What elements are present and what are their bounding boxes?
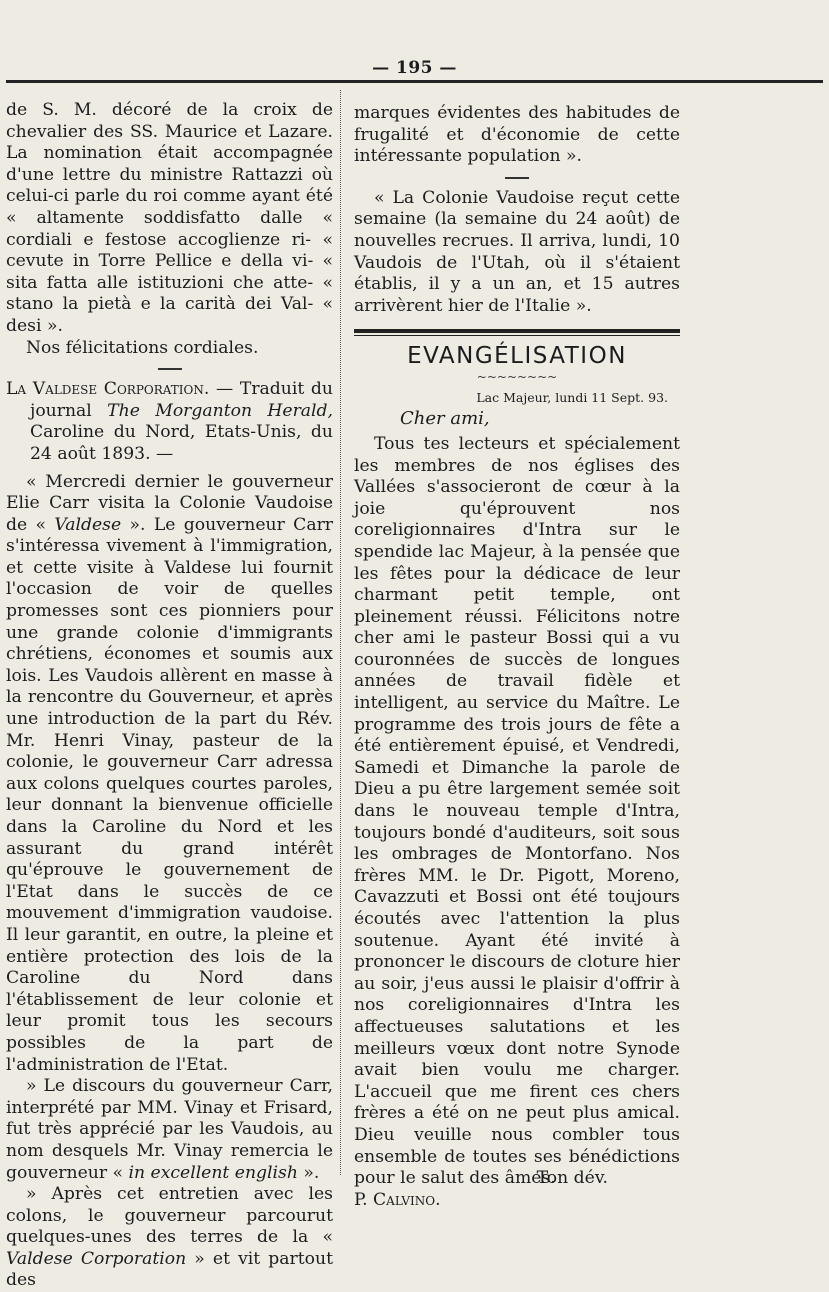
separator-rule xyxy=(505,177,529,179)
article-heading xyxy=(6,379,333,465)
paragraph-tour: » Après cet entretien avec les colons, le gouverneur parcourut quelques-unes des terres de la « Valdese Corporation » et vit partout des xyxy=(6,1184,333,1291)
paragraph-felicitations: Nos félicitations cordiales. xyxy=(26,337,259,358)
article-title: La Valdese Corporation. xyxy=(6,379,210,400)
column-divider xyxy=(340,90,341,1175)
letter-dateline: Lac Majeur, lundi 11 Sept. 93. xyxy=(476,389,668,405)
paragraph-governor-visit: « Mercredi dernier le gouverneur Elie Carr visita la Colonie Vaudoise de « Valdese ». Le gouverneur Carr s'intéressa vivement à l'immigration, et cette visite à Valdese lui fournit l'occasion de voir de quelles promesses sont ces pionniers pour une grande colonie d'immigrants chrétiens, économes et soumis aux lois. Les Vaudois allèrent en masse à la rencontre du Gouverneur, et après une introduction de la part du Rév. Mr. Henri Vinay, pasteur de la colonie, le gouverneur Carr adressa aux colons quelques courtes paroles, leur donnant la bienvenue officielle dans la Caroline du Nord et les assurant du grand intérêt qu'éprouve le gouvernement de l'Etat dans le succès de ce mouvement d'immigration vaudoise. Il leur garantit, en outre, la pleine et entière protection des lois de la Caroline du Nord dans l'établissement de leur colonie et leur promit tous les secours possibles de la part de l'administration de l'Etat. xyxy=(6,471,333,1075)
left-column xyxy=(6,100,333,1292)
journal-name: The Morganton Herald, xyxy=(107,400,333,421)
right-column xyxy=(354,103,680,1211)
page-number: — 195 — xyxy=(372,58,457,78)
ornament-divider: ~~~~~~~~ xyxy=(476,369,558,384)
letter-closing-line xyxy=(354,1168,680,1190)
paragraph-speech: » Le discours du gouverneur Carr, interprété par MM. Vinay et Frisard, fut très apprécié par les Vaudois, au nom desquels Mr. Vinay remercia le gouverneur « in excellent english ». xyxy=(6,1076,333,1183)
letter-signature: P. Calvino. xyxy=(354,1189,441,1210)
letter-body: Tous tes lecteurs et spécialement les membres de nos églises des Vallées s'associeront de cœur à la joie qu'éprouvent nos coreligionnaires d'Intra sur le spendide lac Majeur, à la pensée que les fêtes pour la dédicace de leur charmant petit temple, ont pleinement réussi. Félicitons notre cher ami le pasteur Bossi qui a vu couronnées de succès de longues années de travail fidèle et intelligent, au service du Maître. Le programme des trois jours de fête a été entièrement épuisé, et Vendredi, Samedi et Dimanche la parole de Dieu a pu être largement semée soit dans le nouveau temple d'Intra, toujours bondé d'auditeurs, soit sous les ombrages de Montorfano. Nos frères MM. le Dr. Pigott, Moreno, Cavazzuti et Bossi ont été toujours écoutés avec l'attention la plus soutenue. Ayant été invité à prononcer le discours de cloture hier au soir, j'eus aussi le plaisir d'offrir à nos coreligionnaires d'Intra les affectueuses salutations et les meilleurs vœux dont notre Synode avait bien voulu me charger. L'accueil que me firent ces chers frères a été on ne peut plus amical. Dieu veuille nous combler tous ensemble de toutes ses bénédictions pour le salut des âmes. xyxy=(354,433,680,1189)
section-double-rule xyxy=(354,329,680,336)
paragraph-decoration: de S. M. décoré de la croix de chevalier des SS. Maurice et Lazare. La nomination était accompagnée d'une lettre du ministre Rattazzi où celui-ci parle du roi comme ayant été « altamente soddisfatto dalle « cordiali e festose accoglienze ri- « cevute in Torre Pellice e della vi- « sita fatta alle istituzioni che atte- « stano la pietà e la carità dei Val- « desi ». xyxy=(6,100,333,336)
paragraph-frugality: marques évidentes des habitudes de frugalité et d'économie de cette intéressante population ». xyxy=(354,103,680,167)
separator-rule xyxy=(158,368,182,370)
letter-closing: Ton dév. xyxy=(536,1167,608,1188)
header-rule xyxy=(6,80,823,83)
letter-salutation: Cher ami, xyxy=(400,407,490,429)
section-title: EVANGÉLISATION xyxy=(407,343,627,370)
article-source: Caroline du Nord, Etats-Unis, du 24 août 1893. — xyxy=(30,422,333,464)
paragraph-recruits: « La Colonie Vaudoise reçut cette semaine (la semaine du 24 août) de nouvelles recrues. Il arriva, lundi, 10 Vaudois de l'Utah, où il s'étaient établis, il y a un an, et 15 autres arrivèrent hier de l'Italie ». xyxy=(354,187,680,316)
article-intro: — Traduit du journal xyxy=(30,379,333,421)
